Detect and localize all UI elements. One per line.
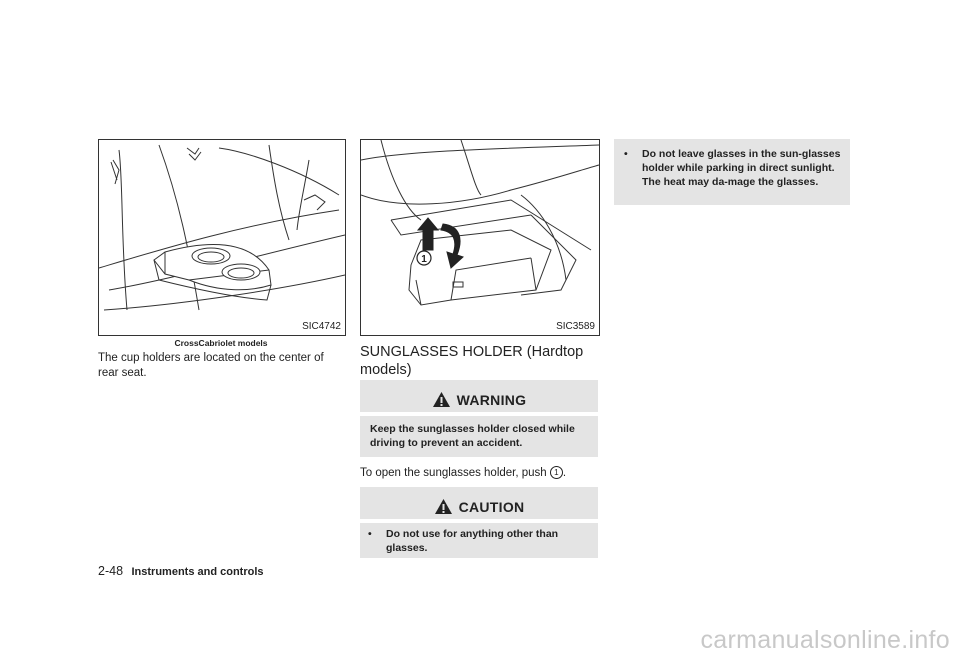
callout-1-label: 1 — [421, 254, 427, 265]
caution-title-text: CAUTION — [458, 499, 525, 515]
caution-continued-bullet: • — [624, 148, 628, 160]
figure-caption: CrossCabriolet models — [174, 338, 268, 348]
caution-continued-text: Do not leave glasses in the sun-glasses holder while parking in direct sunlight. The heat may da-mage the glasses. — [642, 148, 841, 188]
section-title: Instruments and controls — [131, 566, 264, 578]
caution-text: Do not use for anything other than glasses. — [386, 528, 559, 554]
warning-title — [360, 391, 598, 408]
warning-divider — [360, 412, 598, 416]
watermark: carmanualsonline.info — [700, 626, 950, 654]
cup-holders-paragraph: The cup holders are located on the center of rear seat. — [98, 352, 324, 379]
sunglasses-holder-illustration — [361, 140, 599, 335]
page-number: 2-48 — [98, 564, 124, 578]
warning-title-text: WARNING — [456, 392, 527, 408]
cup-holder-illustration — [99, 140, 345, 335]
sunglasses-holder-heading: SUNGLASSES HOLDER (Hardtop models) — [360, 344, 584, 378]
caution-triangle-icon — [434, 498, 453, 515]
open-holder-end: . — [562, 467, 567, 479]
caution-item — [368, 527, 592, 555]
page-footer — [98, 562, 264, 580]
warning-triangle-icon — [432, 391, 451, 408]
caution-box — [360, 487, 598, 558]
caution-title — [360, 498, 598, 515]
caution-divider — [360, 519, 598, 523]
caution-bullet: • — [368, 528, 372, 540]
warning-box — [360, 380, 598, 457]
callout-1-ref: 1 — [550, 466, 563, 479]
figure-code: SIC3589 — [556, 321, 595, 332]
figure-code: SIC4742 — [302, 321, 341, 332]
warning-text: Keep the sunglasses holder closed while driving to prevent an accident. — [370, 423, 575, 449]
open-holder-paragraph — [360, 466, 598, 481]
caution-continued-item — [624, 147, 844, 189]
figure-cup-holders — [98, 139, 346, 336]
open-holder-text: To open the sunglasses holder, push — [360, 467, 547, 479]
figure-sunglasses-holder — [360, 139, 600, 336]
caution-continued-box — [614, 139, 850, 205]
